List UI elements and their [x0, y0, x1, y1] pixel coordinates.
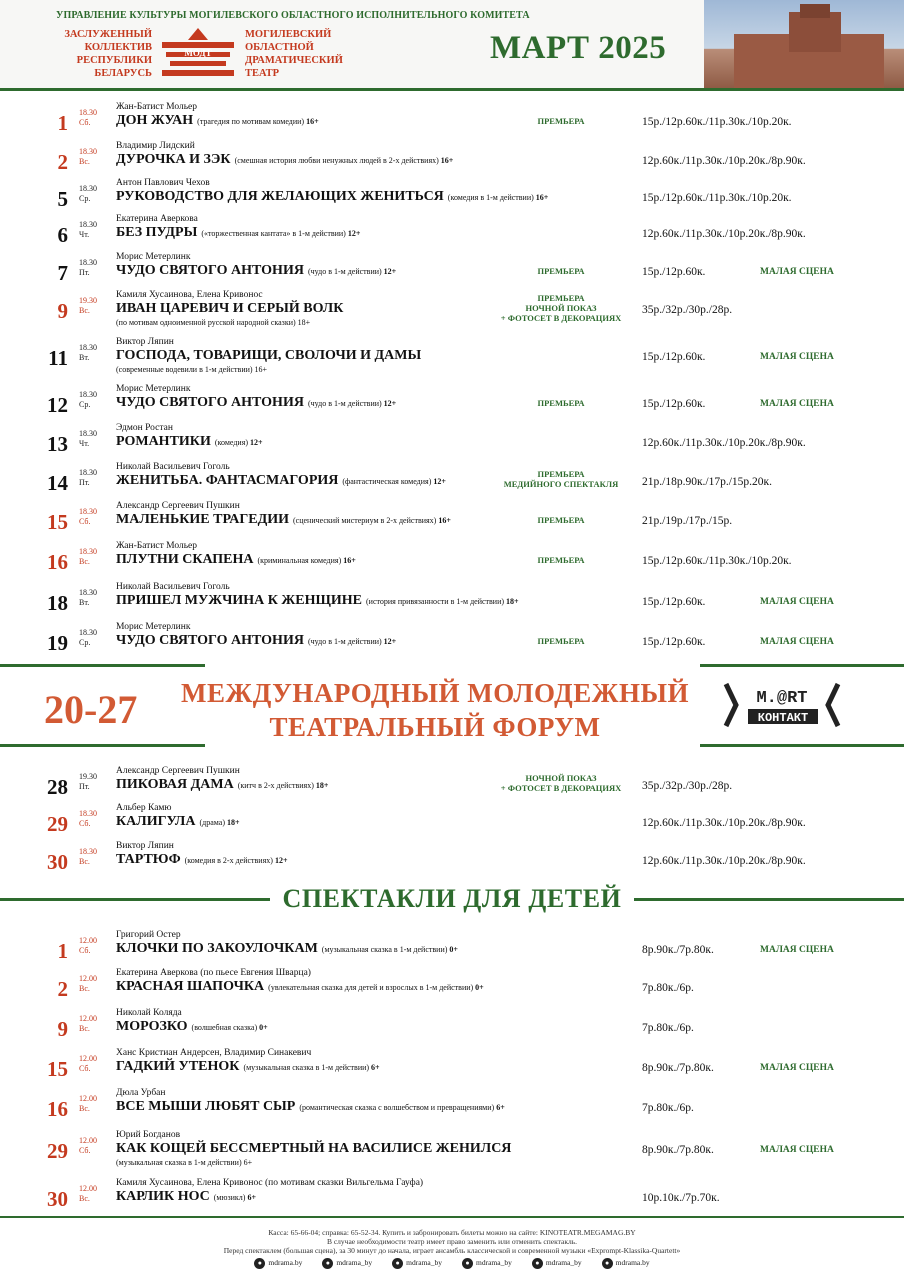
- event-description: (чудо в 1-м действии): [307, 267, 382, 276]
- event-row: [0, 1088, 904, 1128]
- event-price: 12р.60к./11р.30к./10р.20к./8р.90к.: [642, 817, 806, 829]
- social-link[interactable]: [392, 1258, 442, 1269]
- event-day: 15: [47, 1057, 68, 1081]
- event-title: ПРИШЕЛ МУЖЧИНА К ЖЕНЩИНЕ (история привязанности в 1-м действии) 18+: [116, 593, 519, 608]
- event-price: 12р.60к./11р.30к./10р.20к./8р.90к.: [642, 437, 806, 449]
- event-subtitle: (современные водевили в 1-м действии) 16+: [116, 365, 268, 374]
- event-time: 18.30: [79, 258, 97, 267]
- event-venue: МАЛАЯ СЦЕНА: [760, 267, 834, 277]
- event-author: Виктор Ляпин: [116, 841, 174, 851]
- event-time: 12.00: [79, 1014, 97, 1023]
- event-venue: МАЛАЯ СЦЕНА: [760, 637, 834, 647]
- event-subtitle: (музыкальная сказка в 1-м действии) 6+: [116, 1158, 253, 1167]
- event-age: 0+: [259, 1023, 268, 1032]
- event-row: [0, 841, 904, 881]
- event-weekday: Чт.: [79, 439, 90, 448]
- event-author: Камиля Хусаинова, Елена Кривонос: [116, 290, 263, 300]
- event-title: КРАСНАЯ ШАПОЧКА (увлекательная сказка для детей и взрослых в 1-м действии) 0+: [116, 979, 484, 994]
- event-day: 9: [57, 299, 68, 323]
- event-description: (драма): [199, 818, 225, 827]
- event-day: 29: [47, 812, 68, 836]
- event-age: 12+: [383, 399, 397, 408]
- event-row: [0, 1178, 904, 1218]
- event-description: (трагедия по мотивам комедии): [197, 117, 305, 126]
- event-title: ГАДКИЙ УТЕНОК (музыкальная сказка в 1-м действии) 6+: [116, 1059, 380, 1074]
- event-row: [0, 1130, 904, 1170]
- event-price: 15р./12р.60к.: [642, 398, 706, 410]
- event-price: 15р./12р.60к.: [642, 596, 706, 608]
- event-day: 29: [47, 1139, 68, 1163]
- footer-info: Касса: 65-66-04; справка: 65-52-34. Купить и забронировать билеты можно на сайте: KINOTEATR.MEGAMAG.BY В случае необходимости театр имеет право заменить или отменить спектакль. Перед спектаклем (большая сцена), за 30 минут до начала, играет ансамбль классической и современной музыки «Exprompt-Klassika-Quartett»: [223, 1228, 681, 1255]
- event-price: 7р.80к./6р.: [642, 1102, 694, 1114]
- event-row: [0, 214, 904, 254]
- event-row: [0, 582, 904, 622]
- event-row: [0, 968, 904, 1008]
- event-title: ЧУДО СВЯТОГО АНТОНИЯ (чудо в 1-м действии) 12+: [116, 633, 397, 648]
- event-title: ДОН ЖУАН (трагедия по мотивам комедии) 16+: [116, 113, 319, 128]
- event-description: (чудо в 1-м действии): [307, 399, 382, 408]
- event-author: Николай Васильевич Гоголь: [116, 462, 230, 472]
- social-links: [0, 1258, 904, 1269]
- event-weekday: Пт.: [79, 782, 90, 791]
- event-day: 18: [47, 591, 68, 615]
- forum-divider-left-bottom: [0, 744, 205, 747]
- event-price: 15р./12р.60к./11р.30к./10р.20к.: [642, 116, 792, 128]
- event-description: («торжественная кантата» в 1-м действии): [201, 229, 346, 238]
- event-title: БЕЗ ПУДРЫ («торжественная кантата» в 1-м действии) 12+: [116, 225, 361, 240]
- event-time: 18.30: [79, 343, 97, 352]
- event-description: (фантастическая комедия): [342, 477, 432, 486]
- event-price: 12р.60к./11р.30к./10р.20к./8р.90к.: [642, 228, 806, 240]
- event-time: 18.30: [79, 108, 97, 117]
- event-age: 12+: [383, 267, 397, 276]
- event-age: 6+: [496, 1103, 505, 1112]
- event-subtitle: (по мотивам одноименной русской народной сказки) 18+: [116, 318, 311, 327]
- event-author: Виктор Ляпин: [116, 337, 174, 347]
- event-day: 30: [47, 850, 68, 874]
- event-note: ПРЕМЬЕРА НОЧНОЙ ПОКАЗ + ФОТОСЕТ В ДЕКОРАЦИЯХ: [500, 293, 622, 323]
- event-day: 14: [47, 471, 68, 495]
- social-label: mdrama_by: [476, 1258, 512, 1268]
- event-venue: МАЛАЯ СЦЕНА: [760, 945, 834, 955]
- event-author: Эдмон Ростан: [116, 423, 173, 433]
- event-day: 1: [57, 939, 68, 963]
- event-time: 12.00: [79, 1136, 97, 1145]
- event-time: 12.00: [79, 1184, 97, 1193]
- event-time: 18.30: [79, 628, 97, 637]
- event-weekday: Сб.: [79, 1064, 91, 1073]
- event-weekday: Вс.: [79, 1024, 90, 1033]
- social-label: mdrama_by: [336, 1258, 373, 1268]
- event-day: 30: [47, 1187, 68, 1211]
- event-author: Жан-Батист Мольер: [116, 541, 198, 551]
- event-row: [0, 337, 904, 377]
- event-time: 18.30: [79, 429, 97, 438]
- event-weekday: Вс.: [79, 157, 90, 166]
- event-author: Камиля Хусаинова, Елена Кривонос (по мотивам сказки Вильгельма Гауфа): [116, 1178, 424, 1188]
- forum-title: МЕЖДУНАРОДНЫЙ МОЛОДЕЖНЫЙ ТЕАТРАЛЬНЫЙ ФОРУМ: [181, 678, 689, 742]
- event-time: 12.00: [79, 936, 97, 945]
- event-note: ПРЕМЬЕРА: [537, 266, 585, 276]
- event-weekday: Пт.: [79, 268, 90, 277]
- theatre-name: МОГИЛЕВСКИЙ ОБЛАСТНОЙ ДРАМАТИЧЕСКИЙ ТЕАТР: [245, 29, 343, 79]
- event-description: (история привязанности в 1-м действии): [366, 597, 505, 606]
- event-price: 21р./19р./17р./15р.: [642, 515, 733, 527]
- event-author: Жан-Батист Мольер: [116, 102, 198, 112]
- event-description: (китч в 2-х действиях): [237, 781, 314, 790]
- event-author: Морис Метерлинк: [116, 622, 191, 632]
- event-time: 18.30: [79, 468, 97, 477]
- event-age: 16+: [306, 117, 319, 126]
- event-weekday: Ср.: [79, 194, 91, 203]
- event-day: 7: [57, 261, 68, 285]
- event-row: [0, 462, 904, 502]
- event-author: Альбер Камю: [116, 803, 172, 813]
- telegram-icon: ●: [462, 1258, 473, 1269]
- event-time: 12.00: [79, 1094, 97, 1103]
- event-description: (чудо в 1-м действии): [307, 637, 382, 646]
- event-row: [0, 1048, 904, 1088]
- event-author: Александр Сергеевич Пушкин: [116, 501, 240, 511]
- event-weekday: Вс.: [79, 1194, 90, 1203]
- social-link[interactable]: [254, 1258, 302, 1269]
- event-weekday: Вт.: [79, 598, 90, 607]
- event-weekday: Пт.: [79, 478, 90, 487]
- event-weekday: Сб.: [79, 517, 91, 526]
- event-author: Николай Васильевич Гоголь: [116, 582, 230, 592]
- event-title: КАК КОЩЕЙ БЕССМЕРТНЫЙ НА ВАСИЛИСЕ ЖЕНИЛСЯ: [116, 1141, 512, 1156]
- event-age: 6+: [371, 1063, 380, 1072]
- event-age: 12+: [274, 856, 288, 865]
- event-age: 12+: [383, 637, 397, 646]
- event-time: 18.30: [79, 588, 97, 597]
- event-title: ЧУДО СВЯТОГО АНТОНИЯ (чудо в 1-м действии) 12+: [116, 395, 397, 410]
- social-label: mdrama.by: [615, 1258, 650, 1268]
- event-row: [0, 622, 904, 662]
- event-title: ВСЕ МЫШИ ЛЮБЯТ СЫР (романтическая сказка с волшебством и превращениями) 6+: [116, 1099, 505, 1114]
- social-link[interactable]: [322, 1258, 372, 1269]
- event-age: 16+: [440, 156, 454, 165]
- event-price: 12р.60к./11р.30к./10р.20к./8р.90к.: [642, 855, 806, 867]
- event-time: 18.30: [79, 184, 97, 193]
- event-time: 12.00: [79, 974, 97, 983]
- event-title: МАЛЕНЬКИЕ ТРАГЕДИИ (сценический мистериум в 2-х действиях) 16+: [116, 512, 451, 527]
- forum-divider-right-bottom: [700, 744, 904, 747]
- event-weekday: Сб.: [79, 819, 91, 828]
- event-row: [0, 1008, 904, 1048]
- event-weekday: Чт.: [79, 230, 90, 239]
- event-title: МОРОЗКО (волшебная сказка) 0+: [116, 1019, 268, 1034]
- event-author: Дюла Урбан: [116, 1088, 166, 1098]
- event-venue: МАЛАЯ СЦЕНА: [760, 1145, 834, 1155]
- event-author: Антон Павлович Чехов: [116, 178, 210, 188]
- event-title: ЖЕНИТЬБА. ФАНТАСМАГОРИЯ (фантастическая комедия) 12+: [116, 473, 446, 488]
- event-age: 6+: [247, 1193, 256, 1202]
- event-time: 18.30: [79, 809, 97, 818]
- event-price: 8р.90к./7р.80к.: [642, 1062, 714, 1074]
- event-day: 6: [57, 223, 68, 247]
- event-day: 11: [48, 346, 68, 370]
- event-row: [0, 178, 904, 218]
- event-row: [0, 501, 904, 541]
- event-time: 18.30: [79, 547, 97, 556]
- event-weekday: Ср.: [79, 638, 91, 647]
- event-price: 15р./12р.60к.: [642, 266, 706, 278]
- mart-kontakt-logo: [722, 680, 842, 730]
- instagram-icon: ●: [322, 1258, 333, 1269]
- event-weekday: Вс.: [79, 984, 90, 993]
- event-note: ПРЕМЬЕРА: [537, 398, 585, 408]
- event-title: ПИКОВАЯ ДАМА (китч в 2-х действиях) 18+: [116, 777, 329, 792]
- event-weekday: Вт.: [79, 353, 90, 362]
- event-venue: МАЛАЯ СЦЕНА: [760, 352, 834, 362]
- event-row: [0, 384, 904, 424]
- event-price: 8р.90к./7р.80к.: [642, 1144, 714, 1156]
- event-title: КАЛИГУЛА (драма) 18+: [116, 814, 240, 829]
- event-age: 12+: [250, 438, 263, 447]
- event-title: ДУРОЧКА И ЗЭК (смешная история любви ненужных людей в 2-х действиях) 16+: [116, 152, 454, 167]
- event-description: (музыкальная сказка в 1-м действии): [243, 1063, 370, 1072]
- event-description: (мюзикл): [213, 1193, 246, 1202]
- event-row: [0, 803, 904, 843]
- event-price: 15р./12р.60к./11р.30к./10р.20к.: [642, 555, 792, 567]
- social-label: mdrama_by: [406, 1258, 442, 1268]
- event-price: 15р./12р.60к./11р.30к./10р.20к.: [642, 192, 792, 204]
- forum-divider-right-top: [700, 664, 904, 667]
- event-venue: МАЛАЯ СЦЕНА: [760, 1063, 834, 1073]
- event-row: [0, 252, 904, 292]
- svg-text:КОНТАКТ: КОНТАКТ: [757, 711, 809, 725]
- event-time: 19.30: [79, 772, 97, 781]
- social-link[interactable]: [462, 1258, 512, 1269]
- event-age: 0+: [449, 945, 458, 954]
- event-price: 21р./18р.90к./17р./15р.20к.: [642, 476, 773, 488]
- event-title: ИВАН ЦАРЕВИЧ И СЕРЫЙ ВОЛК: [116, 301, 344, 316]
- event-note: ПРЕМЬЕРА МЕДИЙНОГО СПЕКТАКЛЯ: [503, 469, 619, 489]
- event-time: 18.30: [79, 507, 97, 516]
- event-note: НОЧНОЙ ПОКАЗ + ФОТОСЕТ В ДЕКОРАЦИЯХ: [500, 773, 622, 793]
- event-description: (музыкальная сказка в 1-м действии): [321, 945, 448, 954]
- event-age: 18+: [226, 818, 240, 827]
- event-time: 18.30: [79, 147, 97, 156]
- event-description: (криминальная комедия): [257, 556, 342, 565]
- forum-divider-left-top: [0, 664, 205, 667]
- event-age: 12+: [347, 229, 361, 238]
- event-time: 18.30: [79, 390, 97, 399]
- event-day: 2: [57, 150, 68, 174]
- event-note: ПРЕМЬЕРА: [537, 636, 585, 646]
- event-description: (смешная история любви ненужных людей в 2-х действиях): [234, 156, 439, 165]
- event-time: 18.30: [79, 847, 97, 856]
- event-weekday: Сб.: [79, 118, 91, 127]
- event-weekday: Вс.: [79, 857, 90, 866]
- event-price: 7р.80к./6р.: [642, 1022, 694, 1034]
- social-label: mdrama.by: [268, 1258, 303, 1268]
- event-weekday: Ср.: [79, 400, 91, 409]
- event-row: [0, 141, 904, 181]
- theatre-building-photo: [704, 0, 904, 88]
- youtube-icon: ●: [532, 1258, 543, 1269]
- event-description: (увлекательная сказка для детей и взрослых в 1-м действии): [268, 983, 474, 992]
- event-description: (волшебная сказка): [191, 1023, 258, 1032]
- event-author: Морис Метерлинк: [116, 384, 191, 394]
- event-price: 12р.60к./11р.30к./10р.20к./8р.90к.: [642, 155, 806, 167]
- footer-divider: [0, 1216, 904, 1218]
- event-venue: МАЛАЯ СЦЕНА: [760, 399, 834, 409]
- event-author: Григорий Остер: [116, 930, 181, 940]
- event-age: 12+: [433, 477, 446, 486]
- event-day: 1: [57, 111, 68, 135]
- event-description: (комедия в 1-м действии): [447, 193, 534, 202]
- event-price: 8р.90к./7р.80к.: [642, 944, 714, 956]
- forum-dates: 20-27: [44, 687, 138, 732]
- event-row: [0, 423, 904, 463]
- svg-text:M.@RT: M.@RT: [756, 689, 808, 708]
- event-price: 15р./12р.60к.: [642, 636, 706, 648]
- event-note: ПРЕМЬЕРА: [537, 515, 585, 525]
- event-time: 12.00: [79, 1054, 97, 1063]
- event-row: [0, 102, 904, 142]
- event-description: (комедия в 2-х действиях): [184, 856, 273, 865]
- event-day: 28: [47, 775, 68, 799]
- event-day: 13: [47, 432, 68, 456]
- event-day: 16: [47, 1097, 68, 1121]
- event-time: 18.30: [79, 220, 97, 229]
- event-author: Екатерина Аверкова: [116, 214, 198, 224]
- month-title: МАРТ 2025: [490, 30, 667, 66]
- facebook-icon: ●: [602, 1258, 613, 1269]
- event-row: [0, 290, 904, 330]
- event-row: [0, 930, 904, 970]
- social-label: mdrama_by: [545, 1258, 582, 1268]
- event-title: ЧУДО СВЯТОГО АНТОНИЯ (чудо в 1-м действии) 12+: [116, 263, 397, 278]
- event-day: 9: [57, 1017, 68, 1041]
- event-age: 0+: [475, 983, 484, 992]
- vk-icon: ●: [392, 1258, 403, 1269]
- header: [0, 0, 904, 88]
- event-weekday: Сб.: [79, 1146, 91, 1155]
- event-day: 15: [47, 510, 68, 534]
- event-weekday: Вс.: [79, 1104, 90, 1113]
- event-time: 19.30: [79, 296, 97, 305]
- kids-heading: СПЕКТАКЛИ ДЛЯ ДЕТЕЙ: [282, 884, 622, 913]
- event-day: 16: [47, 550, 68, 574]
- event-weekday: Сб.: [79, 946, 91, 955]
- social-link[interactable]: [532, 1258, 582, 1269]
- event-row: [0, 766, 904, 806]
- event-author: Владимир Лидский: [116, 141, 195, 151]
- event-price: 10р.10к./7р.70к.: [642, 1192, 720, 1204]
- event-weekday: Вс.: [79, 306, 90, 315]
- event-title: ГОСПОДА, ТОВАРИЩИ, СВОЛОЧИ И ДАМЫ: [116, 348, 422, 363]
- event-note: ПРЕМЬЕРА: [537, 555, 585, 565]
- event-title: КЛОЧКИ ПО ЗАКОУЛОЧКАМ (музыкальная сказка в 1-м действии) 0+: [116, 941, 458, 956]
- event-title: РУКОВОДСТВО ДЛЯ ЖЕЛАЮЩИХ ЖЕНИТЬСЯ (комедия в 1-м действии) 16+: [116, 189, 549, 204]
- event-age: 16+: [343, 556, 356, 565]
- event-title: ТАРТЮФ (комедия в 2-х действиях) 12+: [116, 852, 288, 867]
- event-title: КАРЛИК НОС (мюзикл) 6+: [116, 1189, 256, 1204]
- event-age: 18+: [506, 597, 519, 606]
- honor-text: ЗАСЛУЖЕННЫЙ КОЛЛЕКТИВ РЕСПУБЛИКИ БЕЛАРУСЬ: [64, 29, 152, 79]
- event-author: Екатерина Аверкова (по пьесе Евгения Шварца): [116, 968, 311, 978]
- event-price: 15р./12р.60к.: [642, 351, 706, 363]
- event-author: Николай Коляда: [116, 1008, 182, 1018]
- event-age: 16+: [535, 193, 549, 202]
- event-description: (комедия): [214, 438, 249, 447]
- event-day: 2: [57, 977, 68, 1001]
- event-day: 12: [47, 393, 68, 417]
- event-price: 35р./32р./30р./28р.: [642, 780, 733, 792]
- event-author: Александр Сергеевич Пушкин: [116, 766, 240, 776]
- event-age: 16+: [438, 516, 451, 525]
- event-title: РОМАНТИКИ (комедия) 12+: [116, 434, 263, 449]
- event-price: 35р./32р./30р./28р.: [642, 304, 733, 316]
- theatre-logo: [160, 26, 236, 80]
- event-age: 18+: [315, 781, 329, 790]
- event-note: ПРЕМЬЕРА: [537, 116, 585, 126]
- event-row: [0, 541, 904, 581]
- event-day: 5: [57, 187, 68, 211]
- event-author: Юрий Богданов: [116, 1130, 181, 1140]
- event-description: (романтическая сказка с волшебством и превращениями): [299, 1103, 495, 1112]
- event-author: Морис Метерлинк: [116, 252, 191, 262]
- event-title: ПЛУТНИ СКАПЕНА (криминальная комедия) 16+: [116, 552, 356, 567]
- social-link[interactable]: [602, 1258, 650, 1269]
- event-description: (сценический мистериум в 2-х действиях): [292, 516, 437, 525]
- ministry-line: УПРАВЛЕНИЕ КУЛЬТУРЫ МОГИЛЕВСКОГО ОБЛАСТНОГО ИСПОЛНИТЕЛЬНОГО КОМИТЕТА: [56, 10, 530, 21]
- header-divider: [0, 88, 904, 91]
- globe-icon: ●: [254, 1258, 265, 1269]
- event-price: 7р.80к./6р.: [642, 982, 694, 994]
- event-day: 19: [47, 631, 68, 655]
- svg-text:МОДТ: МОДТ: [184, 48, 212, 58]
- event-author: Ханс Кристиан Андерсен, Владимир Синакевич: [116, 1048, 312, 1058]
- event-weekday: Вс.: [79, 557, 90, 566]
- event-venue: МАЛАЯ СЦЕНА: [760, 597, 834, 607]
